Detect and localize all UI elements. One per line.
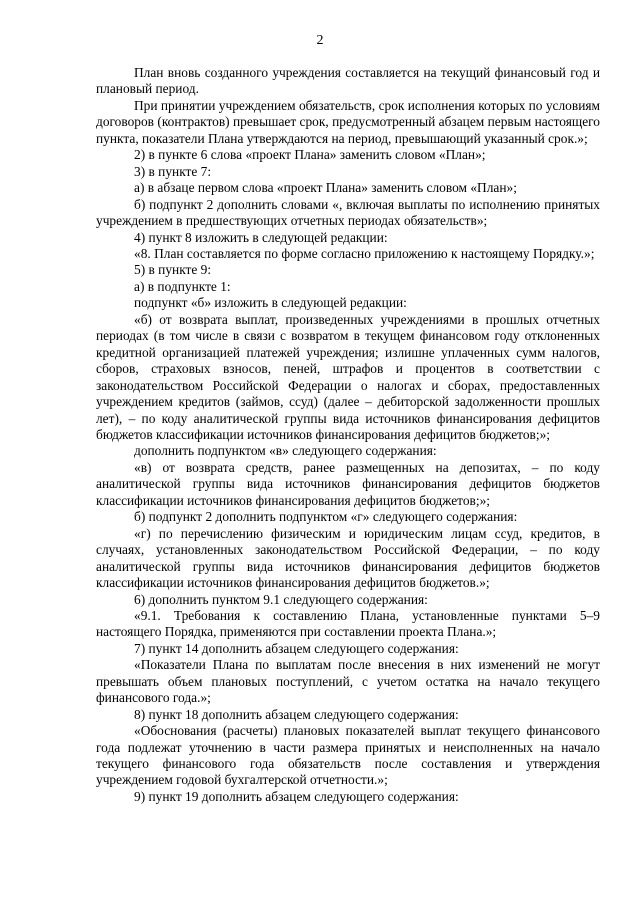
paragraph: а) в подпункте 1:	[134, 278, 231, 294]
paragraph: подпункт «б» изложить в следующей редакции:	[134, 295, 407, 311]
paragraph: б) подпункт 2 дополнить подпунктом «г» следующего содержания:	[134, 509, 518, 525]
paragraph: При принятии учреждением обязательств, срок исполнения которых по условиям договоров (контрактов) превышает срок, предусмотренный абзацем первым настоящего пункта, показатели Плана утверждаются на период, превышающий указанный срок.»;	[96, 97, 600, 146]
paragraph: 5) в пункте 9:	[134, 262, 212, 278]
paragraph: «9.1. Требования к составлению Плана, установленные пунктами 5–9 настоящего Порядка, применяются при составлении проекта Плана.»;	[96, 607, 600, 640]
paragraph: План вновь созданного учреждения составляется на текущий финансовый год и плановый период.	[96, 65, 600, 97]
paragraph: «б) от возврата выплат, произведенных учреждениями в прошлых отчетных периодах (в том числе в связи с возвратом в текущем финансовом году отклоненных кредитной организацией платежей учреждения; излишне уплаченных сумм налогов, сборов, страховых взносов, пеней, штрафов и процентов в соответствии с законодательством Российской Федерации о налогах и сборах, предоставленных учреждением кредитов (займов, ссуд) (далее – дебиторской задолженности прошлых лет), – по коду аналитической группы вида источников финансирования дефицитов бюджетов классификации источников финансирования дефицитов бюджетов;»;	[96, 311, 600, 442]
paragraph: 6) дополнить пунктом 9.1 следующего содержания:	[134, 591, 428, 607]
paragraph: 2) в пункте 6 слова «проект Плана» заменить словом «План»;	[134, 147, 486, 163]
paragraph: а) в абзаце первом слова «проект Плана» заменить словом «План»;	[134, 180, 517, 196]
paragraph: «8. План составляется по форме согласно приложению к настоящему Порядку.»;	[134, 245, 595, 261]
paragraph: дополнить подпунктом «в» следующего содержания:	[134, 443, 437, 459]
paragraph: 9) пункт 19 дополнить абзацем следующего содержания:	[134, 788, 459, 804]
paragraph: «г) по перечислению физическим и юридическим лицам ссуд, кредитов, в случаях, установленных законодательством Российской Федерации, – по коду аналитической группы вида источников финансирования дефицитов бюджетов классификации источников финансирования дефицитов бюджетов.»;	[96, 525, 600, 591]
page-number: 2	[316, 33, 324, 48]
paragraph: 4) пункт 8 изложить в следующей редакции:	[134, 229, 388, 245]
paragraph: «в) от возврата средств, ранее размещенных на депозитах, – по коду аналитической группы вида источников финансирования дефицитов бюджетов классификации источников финансирования дефицитов бюджетов;»;	[96, 459, 600, 508]
paragraph: «Обоснования (расчеты) плановых показателей выплат текущего финансового года подлежат уточнению в части размера принятых и неисполненных на начало текущего финансового года обязательств после составления и утверждения учреждением годовой бухгалтерской отчетности.»;	[96, 723, 600, 788]
paragraph: 3) в пункте 7:	[134, 163, 212, 179]
document-body	[96, 65, 600, 805]
paragraph: «Показатели Плана по выплатам после внесения в них изменений не могут превышать объем плановых поступлений, с учетом остатка на начало текущего финансового года.»;	[96, 657, 600, 706]
paragraph: б) подпункт 2 дополнить словами «, включая выплаты по исполнению принятых учреждением в предшествующих отчетных периодах обязательств»;	[96, 196, 600, 229]
paragraph: 7) пункт 14 дополнить абзацем следующего содержания:	[134, 640, 459, 656]
paragraph: 8) пункт 18 дополнить абзацем следующего содержания:	[134, 706, 459, 722]
